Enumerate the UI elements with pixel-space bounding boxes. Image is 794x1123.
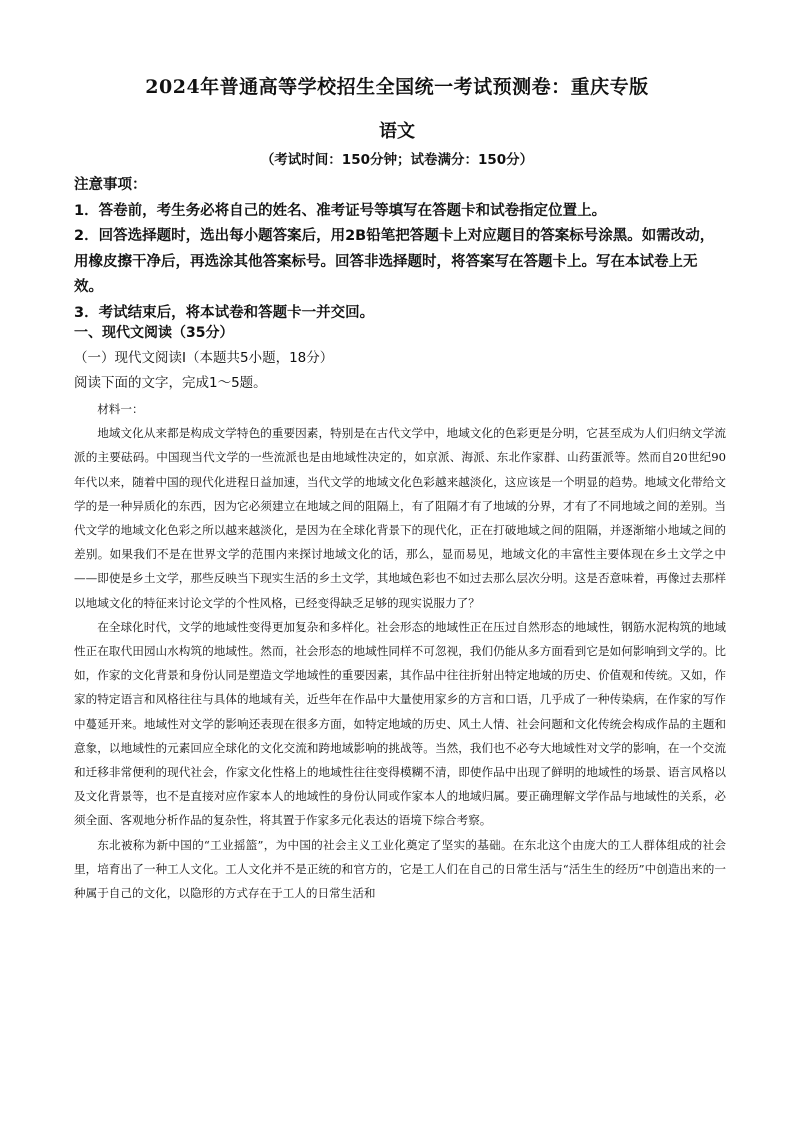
note-item-2: 2．回答选择题时，选出每小题答案后，用2B铅笔把答题卡上对应题目的答案标号涂黑。如需改动，用橡皮擦干净后，再选涂其他答案标号。回答非选择题时，将答案写在答题卡上。写在本试卷上无效。: [74, 228, 715, 295]
section-heading: 一、现代文阅读（35分）: [74, 325, 234, 341]
subject-title: 语文: [379, 121, 415, 142]
material-paragraph-1: 地域文化从来都是构成文学特色的重要因素，特别是在古代文学中，地域文化的色彩更是分明，它甚至成为人们归纳文学流派的主要砝码。中国现当代文学的一些流派也是由地域性决定的，如京派、海派、东北作家群、山药蛋派等。然而自20世纪90年代以来，随着中国的现代化进程日益加速，当代文学的地域文化色彩越来越淡化，这应该是一个明显的趋势。地域文化带给文学的是一种异质化的东西，因为它必须建立在地域之间的阻隔上，有了阻隔才有了地域的分界，才有了不同地域之间的差别。当代文学的地域文化色彩之所以越来越淡化，是因为在全球化背景下的现代化，正在打破地域之间的阻隔，并逐渐缩小地域之间的差别。如果我们不是在世界文学的范围内来探讨地域文化的话，那么，显而易见，地域文化的丰富性主要体现在乡土文学之中——即使是乡土文学，那些反映当下现实生活的乡土文学，其地域色彩也不如过去那么层次分明。这是否意味着，再像过去那样以地域文化的特征来讨论文学的个性风格，已经变得缺乏足够的现实说服力了？: [74, 426, 726, 610]
exam-info: （考试时间：150分钟；试卷满分：150分）: [260, 152, 534, 168]
reading-material: [74, 397, 726, 905]
notes-block: [74, 173, 726, 326]
reading-instruction: 阅读下面的文字，完成1～5题。: [74, 375, 267, 391]
material-paragraph-2: 在全球化时代，文学的地域性变得更加复杂和多样化。社会形态的地域性正在压过自然形态的地域性，钢筋水泥构筑的地域性正在取代田园山水构筑的地域性。然而，社会形态的地域性同样不可忽视，我们仍能从多方面看到它是如何影响到文学的。比如，作家的文化背景和身份认同是塑造文学地域性的重要因素，其作品中往往折射出特定地域的历史、价值观和传统。又如，作家的特定语言和风格往往与具体的地域有关，近些年在作品中大量使用家乡的方言和口语，几乎成了一种传染病，在作家的写作中蔓延开来。地域性对文学的影响还表现在很多方面，如特定地域的历史、风土人情、社会问题和文化传统会构成作品的主题和意象，以地域性的元素回应全球化的文化交流和跨地域影响的挑战等。当然，我们也不必夸大地域性对文学的影响，在一个交流和迁移非常便利的现代社会，作家文化性格上的地域性往往变得模糊不清，即使作品中出现了鲜明的地域性的场景、语言风格以及文化背景等，也不是直接对应作家本人的地域性的身份认同或作家本人的地域归属。要正确理解文学作品与地域性的关系，必须全面、客观地分析作品的复杂性，将其置于作家多元化表达的语境下综合考察。: [74, 619, 726, 828]
note-item-3: 3．考试结束后，将本试卷和答题卡一并交回。: [74, 304, 375, 321]
section-modern-reading: [74, 321, 726, 396]
material-label: 材料一：: [97, 402, 144, 416]
material-paragraph-3: 东北被称为新中国的“工业摇篮”，为中国的社会主义工业化奠定了坚实的基础。在东北这个由庞大的工人群体组成的社会里，培育出了一种工人文化。工人文化并不是正统的和官方的，它是工人们在自己的日常生活与“活生生的经历”中创造出来的一种属于自己的文化，以隐形的方式存在于工人的日常生活和: [74, 837, 726, 901]
note-item-1: 1．答卷前，考生务必将自己的姓名、准考证号等填写在答题卡和试卷指定位置上。: [74, 202, 607, 219]
sub-section-heading: （一）现代文阅读Ⅰ（本题共5小题，18分）: [74, 350, 334, 366]
exam-title: 2024年普通高等学校招生全国统一考试预测卷：重庆专版: [145, 76, 649, 98]
notes-heading: 注意事项：: [74, 177, 147, 193]
